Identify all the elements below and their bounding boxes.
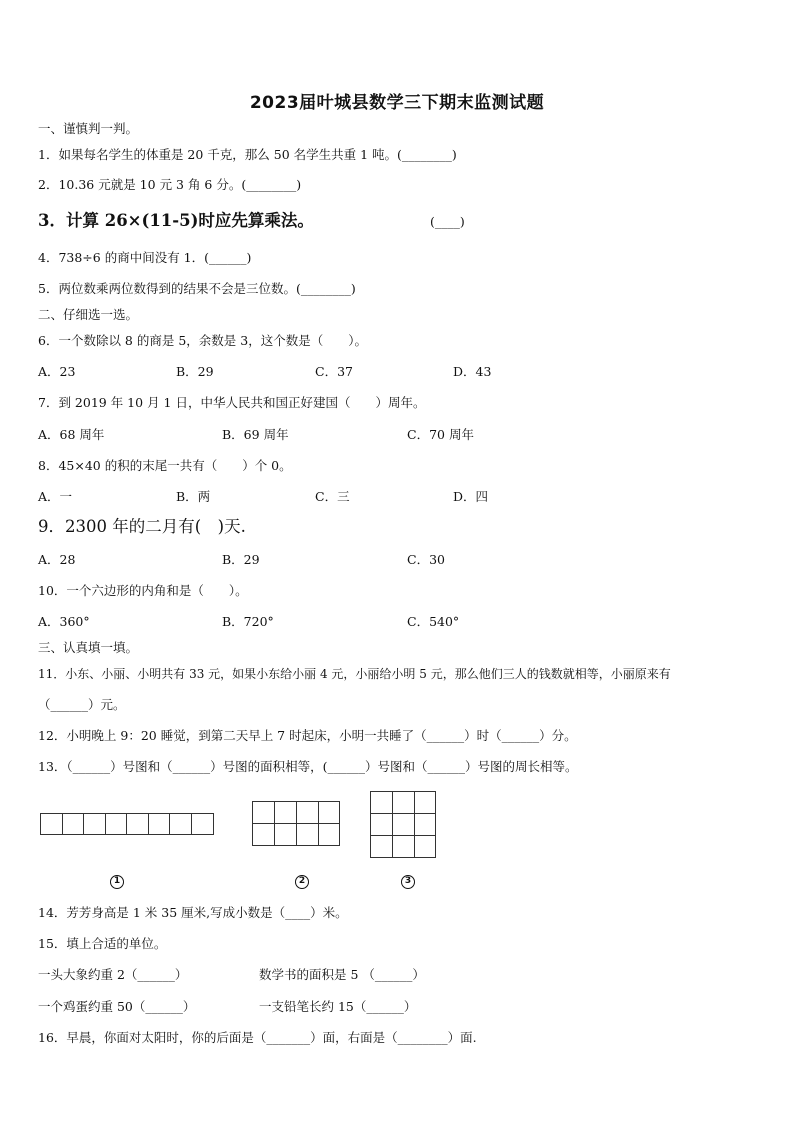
- question-13: 13．（______）号图和（______）号图的面积相等，(______）号图和（______）号图的周长相等。: [38, 759, 578, 774]
- option-6b: B．29: [176, 364, 214, 379]
- option-8b: B．两: [176, 489, 211, 504]
- question-7: 7．到 2019 年 10 月 1 日，中华人民共和国正好建国（ ）周年。: [38, 395, 426, 410]
- question-11-line2: （______）元。: [38, 697, 126, 712]
- option-10c: C．540°: [407, 614, 460, 629]
- option-6a: A．23: [38, 364, 76, 379]
- question-8: 8．45×40 的积的末尾一共有（ ）个 0。: [38, 458, 292, 473]
- option-6c: C．37: [315, 364, 353, 379]
- question-12: 12．小明晚上 9：20 睡觉，到第二天早上 7 时起床，小明一共睡了（______）时（______）分。: [38, 728, 577, 743]
- question-1: 1．如果每名学生的体重是 20 千克，那么 50 名学生共重 1 吨。(________): [38, 147, 457, 162]
- question-15-item-4: 一支铅笔长约 15（______）: [259, 999, 417, 1014]
- figure-3-label: 3: [401, 875, 415, 889]
- question-3-blank: (____): [430, 214, 465, 229]
- option-7c: C．70 周年: [407, 427, 474, 442]
- figure-2-grid: [252, 801, 340, 846]
- question-15-item-2: 数学书的面积是 5 （______）: [259, 967, 425, 982]
- option-7b: B．69 周年: [222, 427, 289, 442]
- option-7a: A．68 周年: [38, 427, 105, 442]
- question-14: 14．芳芳身高是 1 米 35 厘米,写成小数是（____）米。: [38, 905, 348, 920]
- figure-1-label: 1: [110, 875, 124, 889]
- question-10: 10．一个六边形的内角和是（ ）。: [38, 583, 248, 598]
- question-9: 9．2300 年的二月有( )天.: [38, 517, 246, 536]
- question-5: 5．两位数乘两位数得到的结果不会是三位数。(________): [38, 281, 356, 296]
- question-6: 6．一个数除以 8 的商是 5，余数是 3，这个数是（ ）。: [38, 333, 367, 348]
- option-9c: C．30: [407, 552, 445, 567]
- option-8a: A．一: [38, 489, 73, 504]
- question-16: 16．早晨，你面对太阳时，你的后面是（_______）面，右面是（________）面.: [38, 1030, 477, 1045]
- question-15: 15．填上合适的单位。: [38, 936, 167, 951]
- section-heading-2: 二、仔细选一选。: [38, 307, 139, 322]
- option-9a: A．28: [38, 552, 76, 567]
- option-8d: D．四: [453, 489, 489, 504]
- option-10b: B．720°: [222, 614, 274, 629]
- question-2: 2．10.36 元就是 10 元 3 角 6 分。(________): [38, 177, 302, 192]
- question-15-item-1: 一头大象约重 2（______）: [38, 967, 188, 982]
- option-6d: D．43: [453, 364, 492, 379]
- figure-2-label: 2: [295, 875, 309, 889]
- question-15-item-3: 一个鸡蛋约重 50（______）: [38, 999, 196, 1014]
- figure-3-grid: [370, 791, 436, 858]
- question-4: 4．738÷6 的商中间没有 1．(______): [38, 250, 252, 265]
- figure-1-grid: [40, 813, 214, 835]
- page-title: 2023届叶城县数学三下期末监测试题: [249, 93, 545, 113]
- option-9b: B．29: [222, 552, 260, 567]
- question-3: 3．计算 26×(11-5)时应先算乘法。: [38, 211, 314, 230]
- option-8c: C．三: [315, 489, 350, 504]
- section-heading-1: 一、谨慎判一判。: [38, 121, 139, 136]
- question-11-line1: 11．小东、小丽、小明共有 33 元，如果小东给小丽 4 元，小丽给小明 5 元，那么他们三人的钱数就相等，小丽原来有: [38, 667, 671, 681]
- section-heading-3: 三、认真填一填。: [38, 640, 139, 655]
- option-10a: A．360°: [38, 614, 90, 629]
